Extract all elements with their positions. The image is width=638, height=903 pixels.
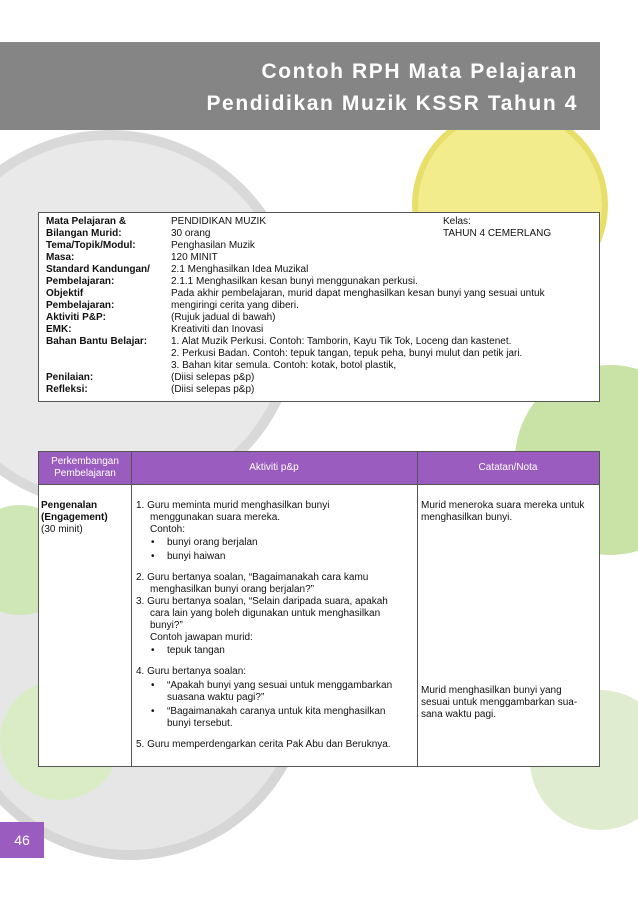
kelas-label: Kelas: [443,216,471,227]
activity-line: “Bagaimanakah caranya untuk kita menghasilkan [167,706,386,717]
stage-subtitle: (Engagement) [41,512,108,523]
info-value: 120 MINIT [171,252,218,263]
info-value: 3. Bahan kitar semula. Contoh: kotak, botol plastik, [171,360,397,371]
info-label: Tema/Topik/Modul: [46,240,136,251]
activity-line: suasana waktu pagi?” [167,692,265,703]
activity-line: Contoh jawapan murid: [150,632,253,643]
activity-line: menghasilkan bunyi orang berjalan?” [150,584,314,595]
info-value: 2. Perkusi Badan. Contoh: tepuk tangan, tepuk peha, bunyi mulut dan petik jari. [171,348,523,359]
info-label: Aktiviti P&P: [46,312,107,323]
info-label: Masa: [46,252,75,263]
stage-name: Pengenalan [41,500,98,511]
activity-line: 4. Guru bertanya soalan: [136,666,247,677]
header-col1-line1: Perkembangan [51,456,119,467]
activity-line: bunyi haiwan [167,551,226,562]
info-value: mengiringi cerita yang diberi. [171,300,299,311]
info-label: Objektif [46,288,84,299]
stage-duration: (30 minit) [41,524,83,535]
bullet-icon: • [151,706,155,717]
activity-line: bunyi tersebut. [167,718,233,729]
info-value: Kreativiti dan Inovasi [171,324,264,335]
info-label: Penilaian: [46,372,94,383]
title-line2: Pendidikan Muzik KSSR Tahun 4 [206,92,578,115]
activity-line: bunyi orang berjalan [167,537,258,548]
activity-line: 3. Guru bertanya soalan, “Selain daripada suara, apakah [136,596,388,607]
info-label: Refleksi: [46,384,88,395]
header-col1-line2: Pembelajaran [54,468,116,479]
note-line: sesuai untuk menggambarkan sua- [421,697,578,708]
info-value: 1. Alat Muzik Perkusi. Contoh: Tamborin, Kayu Tik Tok, Loceng dan kastenet. [171,336,512,347]
info-value: 2.1 Menghasilkan Idea Muzikal [171,264,309,275]
info-value: (Rujuk jadual di bawah) [171,312,276,323]
info-value: 2.1.1 Menghasilkan kesan bunyi menggunakan perkusi. [171,276,418,287]
info-value: (Diisi selepas p&p) [171,372,255,383]
info-value: 30 orang [171,228,211,239]
header-catatan: Catatan/Nota [478,462,538,473]
page-number: 46 [0,822,44,858]
info-value: (Diisi selepas p&p) [171,384,255,395]
note-line: sana waktu pagi. [421,709,497,720]
kelas-value: TAHUN 4 CEMERLANG [443,228,552,239]
activity-line: 5. Guru memperdengarkan cerita Pak Abu dan Beruknya. [136,739,391,750]
info-label: Standard Kandungan/ [46,264,150,275]
title-line1: Contoh RPH Mata Pelajaran [261,60,578,83]
info-label: EMK: [46,324,72,335]
bullet-icon: • [151,645,155,656]
header-aktiviti: Aktiviti p&p [249,462,299,473]
note-line: Murid meneroka suara mereka untuk [421,500,585,511]
activity-line: 1. Guru meminta murid menghasilkan bunyi [136,500,330,511]
info-label: Bilangan Murid: [46,228,122,239]
activity-line: cara lain yang boleh digunakan untuk menghasilkan [150,608,381,619]
info-value: Pada akhir pembelajaran, murid dapat menghasilkan kesan bunyi yang sesuai untuk [171,288,545,299]
info-label: Mata Pelajaran & [46,216,127,227]
bullet-icon: • [151,680,155,691]
bullet-icon: • [151,551,155,562]
activity-table [38,451,600,767]
page-header [0,42,600,130]
info-value: Penghasilan Muzik [171,240,255,251]
activity-line: Contoh: [150,524,186,535]
lesson-info-box [38,212,600,402]
bullet-icon: • [151,537,155,548]
activity-line: bunyi?” [150,620,183,631]
info-value: PENDIDIKAN MUZIK [171,216,267,227]
info-label: Bahan Bantu Belajar: [46,336,148,347]
column-divider [131,452,132,766]
note-line: Murid menghasilkan bunyi yang [421,685,562,696]
header-divider [39,484,599,485]
column-divider [417,452,418,766]
activity-line: tepuk tangan [167,645,225,656]
header-perkembangan [39,452,131,484]
activity-line: menggunakan suara mereka. [150,512,281,523]
info-label: Pembelajaran: [46,276,115,287]
activity-line: 2. Guru bertanya soalan, “Bagaimanakah cara kamu [136,572,369,583]
note-line: menghasilkan bunyi. [421,512,513,523]
activity-line: “Apakah bunyi yang sesuai untuk menggambarkan [167,680,393,691]
info-label: Pembelajaran: [46,300,115,311]
